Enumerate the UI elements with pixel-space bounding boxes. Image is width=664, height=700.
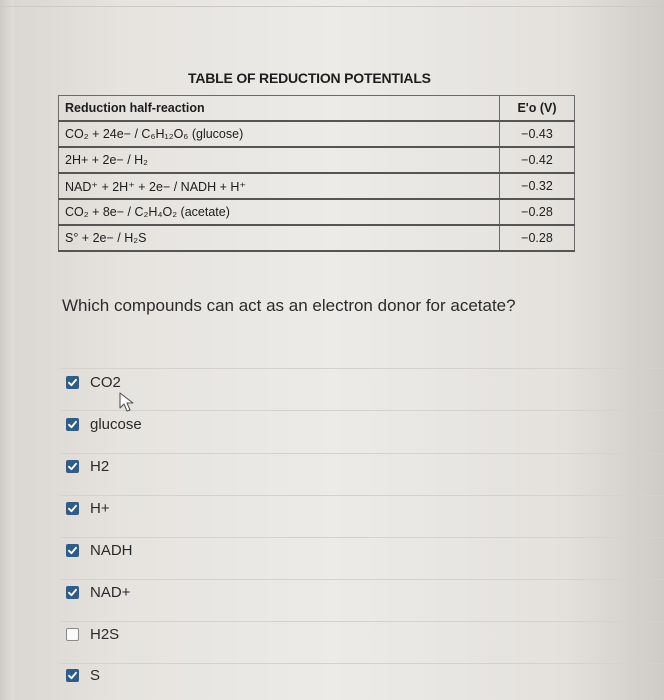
table-row <box>59 173 575 199</box>
table-row <box>59 199 575 225</box>
checkbox-checked-icon[interactable] <box>66 376 79 389</box>
table-row <box>59 121 575 147</box>
value-cell: −0.42 <box>500 147 575 173</box>
reduction-potentials-table <box>58 95 575 252</box>
checkbox-checked-icon[interactable] <box>66 460 79 473</box>
answer-option[interactable] <box>66 458 109 475</box>
option-label: H2S <box>90 626 120 643</box>
table-row <box>59 147 575 173</box>
answer-option[interactable] <box>66 542 133 559</box>
option-divider <box>60 453 664 454</box>
question-text: Which compounds can act as an electron donor for acetate? <box>62 296 516 315</box>
header-reaction: Reduction half-reaction <box>59 96 500 122</box>
value-cell: −0.32 <box>500 173 575 199</box>
answer-option[interactable] <box>66 416 142 433</box>
reaction-cell: CO₂ + 24e− / C₆H₁₂O₆ (glucose) <box>59 121 500 147</box>
header-value: E'o (V) <box>500 96 575 122</box>
option-label: H2 <box>90 458 110 475</box>
option-label: NADH <box>90 542 133 559</box>
option-divider <box>60 579 664 580</box>
table-title: TABLE OF REDUCTION POTENTIALS <box>188 70 431 86</box>
value-cell: −0.28 <box>500 225 575 251</box>
checkbox-unchecked-icon[interactable] <box>66 628 79 641</box>
checkbox-checked-icon[interactable] <box>66 586 79 599</box>
option-label: S <box>90 667 101 684</box>
table-header-row <box>59 96 575 122</box>
checkbox-checked-icon[interactable] <box>66 502 79 515</box>
checkbox-checked-icon[interactable] <box>66 418 79 431</box>
value-cell: −0.28 <box>500 199 575 225</box>
answer-option[interactable] <box>66 626 119 643</box>
answer-option[interactable] <box>66 584 130 601</box>
option-divider <box>60 495 664 496</box>
reaction-cell: NAD⁺ + 2H⁺ + 2e− / NADH + H⁺ <box>59 173 500 199</box>
value-cell: −0.43 <box>500 121 575 147</box>
option-label: H+ <box>90 500 110 517</box>
option-label: glucose <box>90 416 142 433</box>
option-divider <box>60 537 664 538</box>
option-divider <box>60 410 664 411</box>
screen-edge <box>0 0 14 700</box>
answer-option[interactable] <box>66 374 121 391</box>
reaction-cell: CO₂ + 8e− / C₂H₄O₂ (acetate) <box>59 199 500 225</box>
option-divider <box>60 663 664 664</box>
reaction-cell: S° + 2e− / H₂S <box>59 225 500 251</box>
checkbox-checked-icon[interactable] <box>66 669 79 682</box>
mouse-cursor-icon <box>119 392 137 414</box>
checkbox-checked-icon[interactable] <box>66 544 79 557</box>
option-label: CO2 <box>90 374 121 391</box>
option-label: NAD+ <box>90 584 131 601</box>
answer-option[interactable] <box>66 667 100 684</box>
option-divider <box>60 621 664 622</box>
top-divider <box>0 6 664 7</box>
option-divider <box>60 368 664 369</box>
answer-option[interactable] <box>66 500 110 517</box>
reaction-cell: 2H+ + 2e− / H₂ <box>59 147 500 173</box>
table-row <box>59 225 575 251</box>
